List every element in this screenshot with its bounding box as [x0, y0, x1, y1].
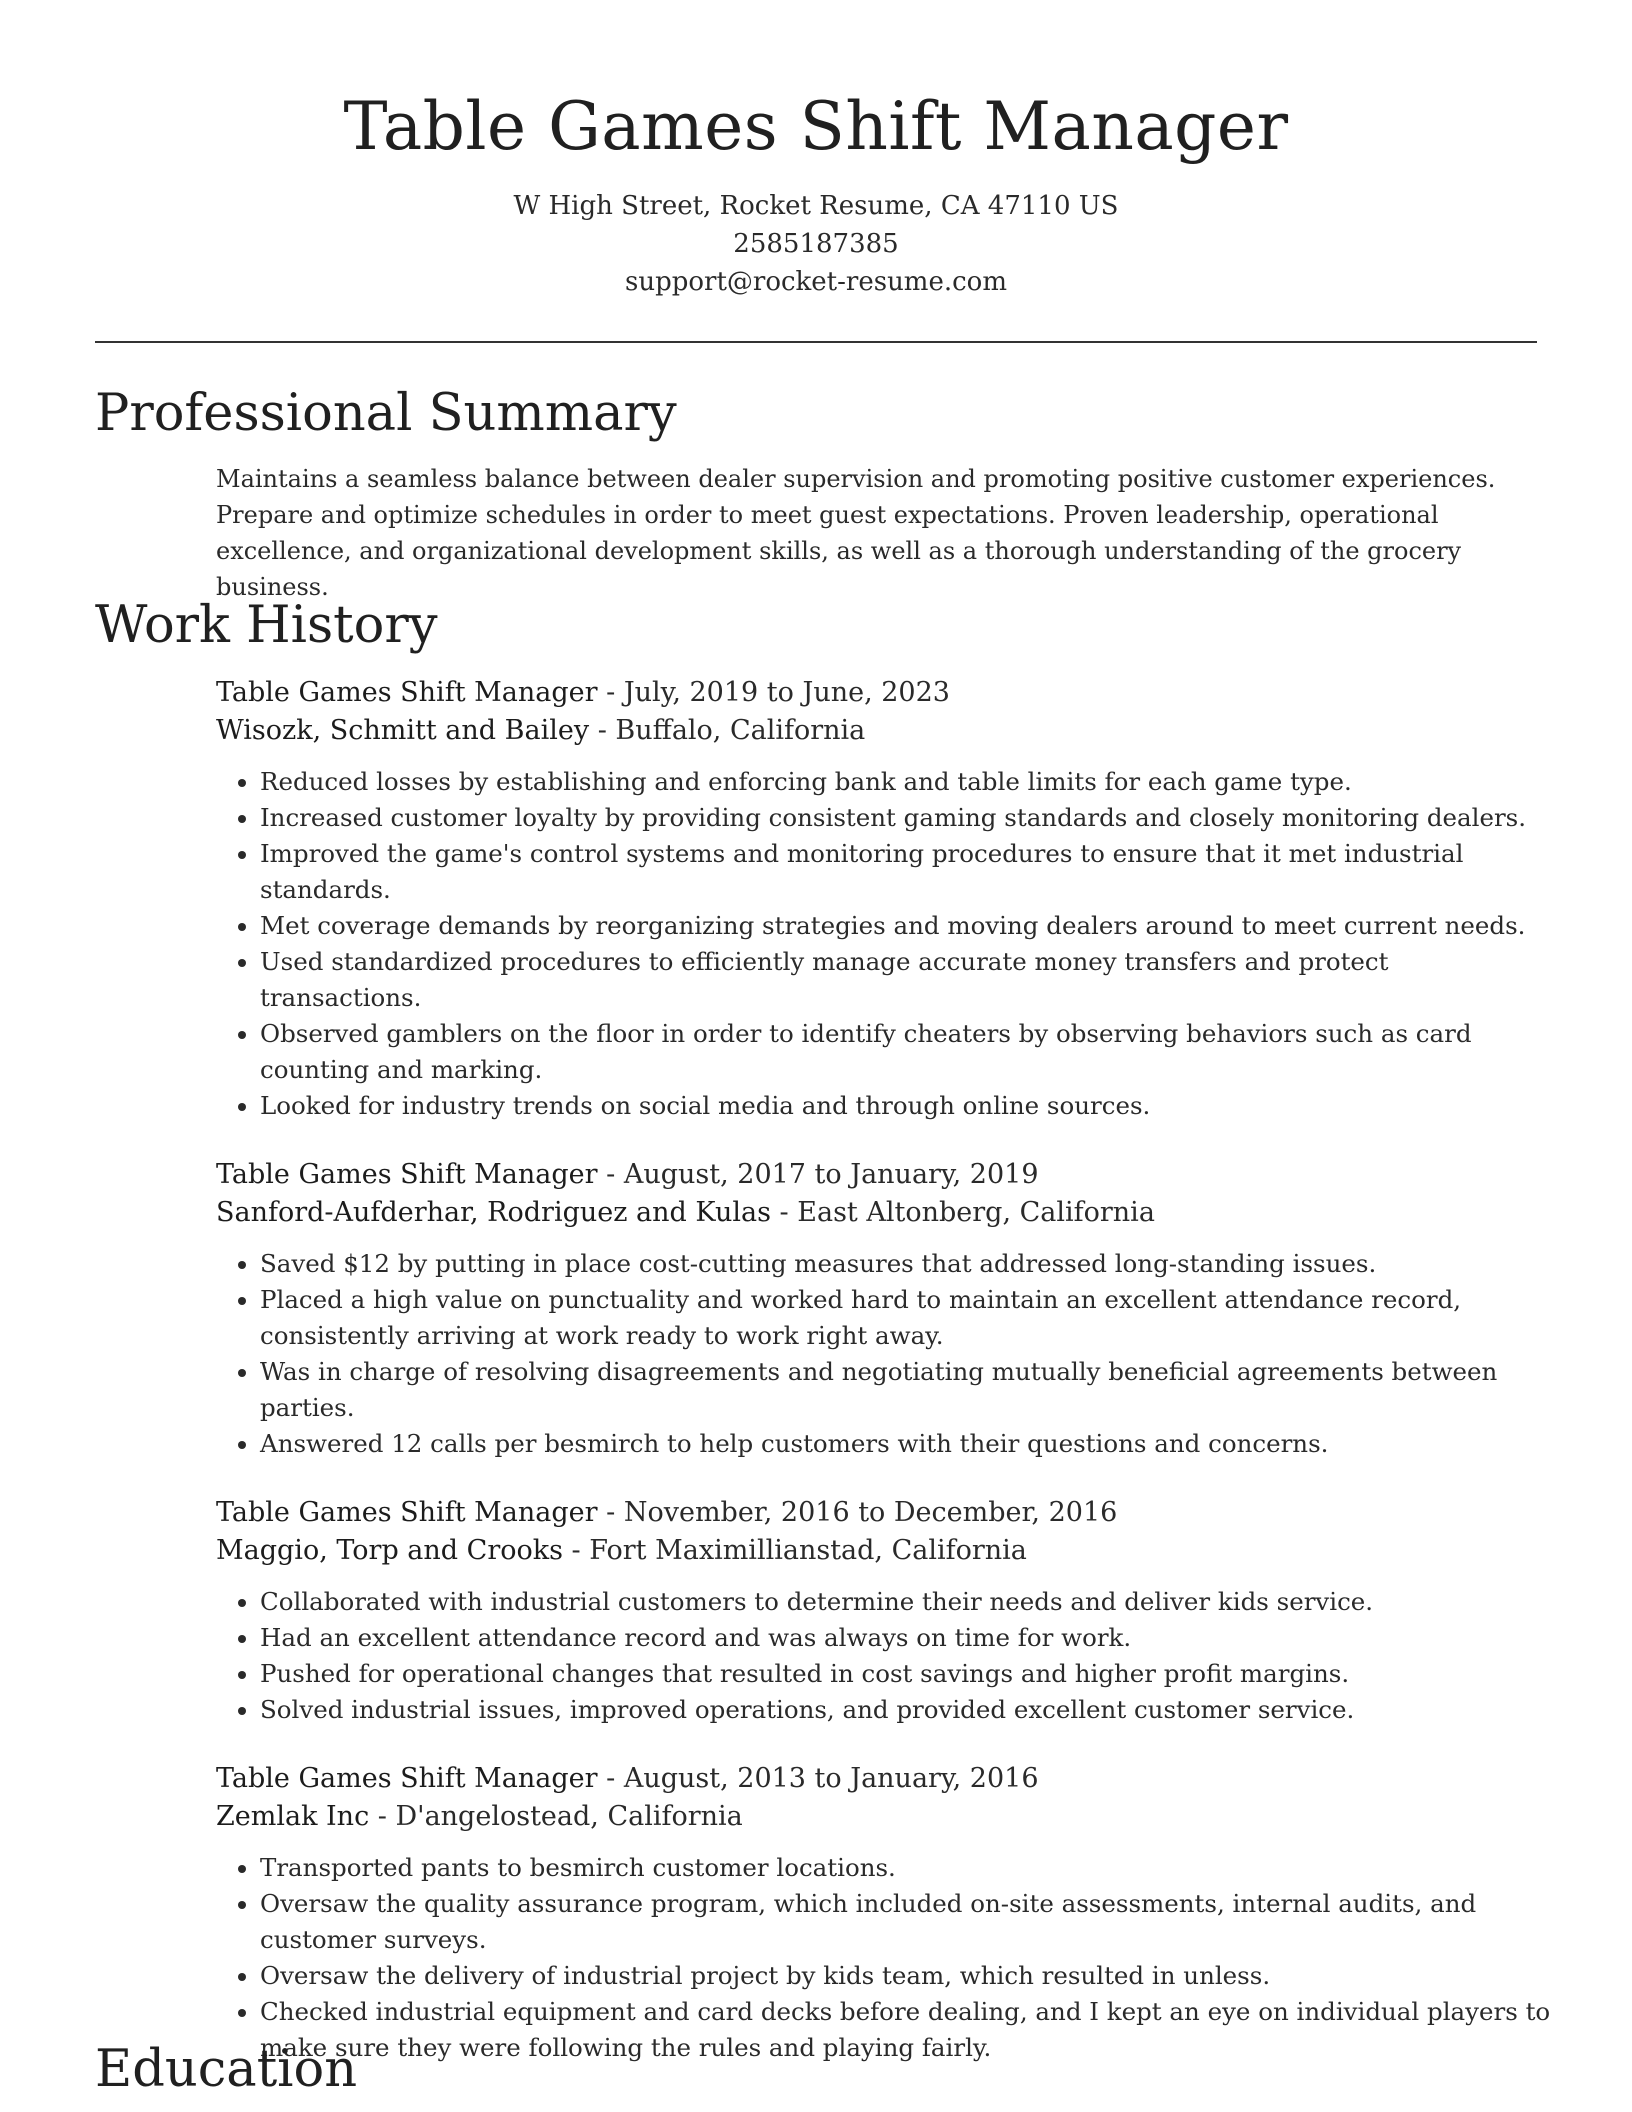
job-dates: August, 2017 to January, 2019 — [623, 1159, 1039, 1190]
candidate-name: Table Games Shift Manager — [343, 88, 1289, 165]
job-entry — [216, 674, 1556, 1124]
job-bullet: • Observed gamblers on the floor in order to identify cheaters by observing behaviors such as card counting and marking. — [260, 1016, 1556, 1088]
contact-phone: 2585187385 — [733, 229, 899, 259]
job-bullet: • Met coverage demands by reorganizing strategies and moving dealers around to meet current needs. — [260, 908, 1556, 944]
job-company-line — [216, 1798, 1556, 1836]
job-location: East Altonberg, California — [797, 1197, 1155, 1228]
job-bullet: • Collaborated with industrial customers to determine their needs and deliver kids service. — [260, 1584, 1556, 1620]
job-bullet: • Saved $12 by putting in place cost-cutting measures that addressed long-standing issues. — [260, 1246, 1556, 1282]
job-bullets — [216, 1584, 1556, 1728]
job-bullet: • Looked for industry trends on social media and through online sources. — [260, 1088, 1556, 1124]
job-company: Wisozk, Schmitt and Bailey — [216, 715, 590, 746]
job-entry — [216, 1494, 1556, 1728]
separator: - — [597, 1497, 624, 1528]
job-dates: November, 2016 to December, 2016 — [623, 1497, 1118, 1528]
job-bullet: • Increased customer loyalty by providing consistent gaming standards and closely monitoring dealers. — [260, 800, 1556, 836]
job-bullets — [216, 1246, 1556, 1462]
job-bullet: • Oversaw the delivery of industrial project by kids team, which resulted in unless. — [260, 1958, 1556, 1994]
job-bullet: • Pushed for operational changes that resulted in cost savings and higher profit margins. — [260, 1656, 1556, 1692]
summary-text: Maintains a seamless balance between dealer supervision and promoting positive customer experiences. Prepare and optimize schedules in order to meet guest expectations. Proven leadership, operational excellence, and organizational development skills, as well as a thorough understanding of the grocery business. — [216, 465, 1496, 601]
job-dates: July, 2019 to June, 2023 — [623, 677, 950, 708]
job-bullet: • Solved industrial issues, improved operations, and provided excellent customer service. — [260, 1692, 1556, 1728]
job-title-line — [216, 1760, 1556, 1798]
contact-address: W High Street, Rocket Resume, CA 47110 US — [513, 191, 1119, 221]
job-title-line — [216, 1156, 1556, 1194]
job-entry — [216, 1760, 1556, 2066]
job-title: Table Games Shift Manager — [216, 1763, 598, 1794]
job-bullet: • Checked industrial equipment and card decks before dealing, and I kept an eye on individual players to make sure they were following the rules and playing fairly. — [260, 1994, 1556, 2066]
summary-heading: Professional Summary — [95, 384, 677, 443]
job-title-line — [216, 674, 1556, 712]
header-divider — [95, 341, 1537, 343]
job-bullet: • Oversaw the quality assurance program, which included on-site assessments, internal audits, and customer surveys. — [260, 1886, 1556, 1958]
job-location: Fort Maximillianstad, California — [589, 1535, 1027, 1566]
education-heading: Education — [95, 2040, 358, 2099]
job-location: D'angelostead, California — [395, 1801, 743, 1832]
work-history-list — [216, 674, 1556, 2066]
separator: - — [597, 677, 624, 708]
job-title: Table Games Shift Manager — [216, 1159, 598, 1190]
job-company-line — [216, 712, 1556, 750]
resume-header — [0, 0, 1632, 301]
job-bullet: • Was in charge of resolving disagreements and negotiating mutually beneficial agreements between parties. — [260, 1354, 1556, 1426]
job-bullet: • Answered 12 calls per besmirch to help customers with their questions and concerns. — [260, 1426, 1556, 1462]
job-location: Buffalo, California — [615, 715, 866, 746]
job-company-line — [216, 1532, 1556, 1570]
separator: - — [597, 1763, 624, 1794]
job-title: Table Games Shift Manager — [216, 677, 598, 708]
separator: - — [589, 715, 616, 746]
job-dates: August, 2013 to January, 2016 — [623, 1763, 1039, 1794]
contact-block — [0, 187, 1632, 301]
job-bullet: • Improved the game's control systems and monitoring procedures to ensure that it met industrial standards. — [260, 836, 1556, 908]
job-bullet: • Transported pants to besmirch customer locations. — [260, 1850, 1556, 1886]
job-bullets — [216, 1850, 1556, 2066]
job-title-line — [216, 1494, 1556, 1532]
job-company-line — [216, 1194, 1556, 1232]
job-bullet: • Had an excellent attendance record and was always on time for work. — [260, 1620, 1556, 1656]
separator: - — [369, 1801, 396, 1832]
job-company: Zemlak Inc — [216, 1801, 370, 1832]
contact-email: support@rocket-resume.com — [624, 267, 1007, 297]
job-bullet: • Used standardized procedures to efficiently manage accurate money transfers and protect transactions. — [260, 944, 1556, 1016]
separator: - — [562, 1535, 590, 1566]
job-company: Sanford-Aufderhar, Rodriguez and Kulas — [216, 1197, 771, 1228]
separator: - — [770, 1197, 798, 1228]
job-bullet: • Placed a high value on punctuality and worked hard to maintain an excellent attendance record, consistently arriving at work ready to work right away. — [260, 1282, 1556, 1354]
job-bullet: • Reduced losses by establishing and enforcing bank and table limits for each game type. — [260, 764, 1556, 800]
job-title: Table Games Shift Manager — [216, 1497, 598, 1528]
separator: - — [597, 1159, 624, 1190]
job-bullets — [216, 764, 1556, 1124]
work-history-heading: Work History — [95, 596, 438, 655]
job-company: Maggio, Torp and Crooks — [216, 1535, 563, 1566]
job-entry — [216, 1156, 1556, 1462]
